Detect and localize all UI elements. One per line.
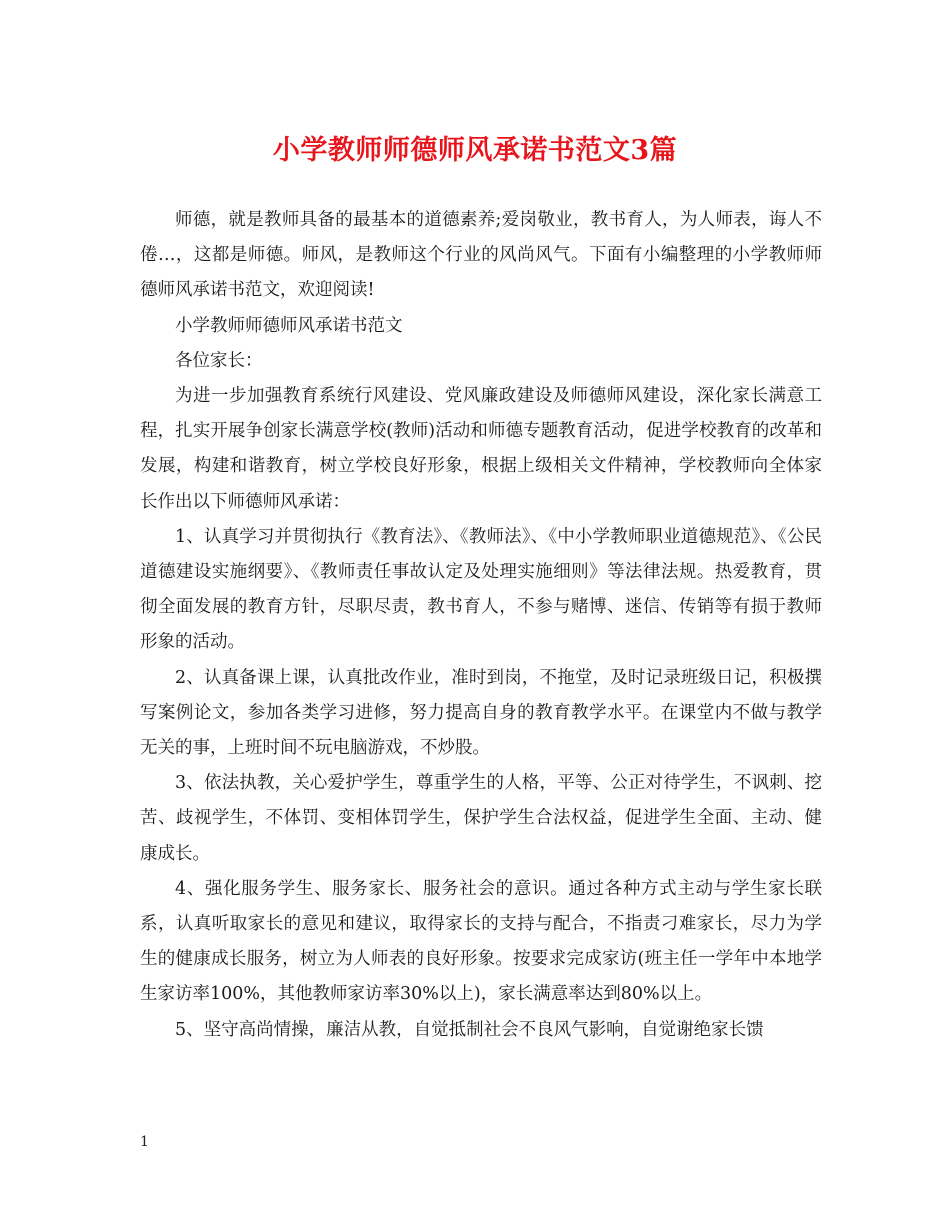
document-body	[140, 203, 822, 1048]
paragraph-item-3: 3、依法执教，关心爱护学生，尊重学生的人格，平等、公正对待学生，不讽刺、挖苦、歧视学生，不体罚、变相体罚学生，保护学生合法权益，促进学生全面、主动、健康成长。	[140, 773, 822, 864]
paragraph-item-1: 1、认真学习并贯彻执行《教育法》、《教师法》、《中小学教师职业道德规范》、《公民道德建设实施纲要》、《教师责任事故认定及处理实施细则》等法律法规。热爱教育，贯彻全面发展的教育方针，尽职尽责，教书育人，不参与赌博、迷信、传销等有损于教师形象的活动。	[140, 526, 822, 653]
document-title: 小学教师师德师风承诺书范文3篇	[272, 135, 678, 166]
paragraph-item-2: 2、认真备课上课，认真批改作业，准时到岗，不拖堂，及时记录班级日记，积极撰写案例论文，参加各类学习进修，努力提高自身的教育教学水平。在课堂内不做与教学无关的事，上班时间不玩电脑游戏，不炒股。	[140, 667, 822, 759]
paragraph-item-4: 4、强化服务学生、服务家长、服务社会的意识。通过各种方式主动与学生家长联系，认真听取家长的意见和建议，取得家长的支持与配合，不指责刁难家长，尽力为学生的健康成长服务，树立为人师表的良好形象。按要求完成家访(班主任一学年中本地学生家访率100%，其他教师家访率30%以上)，家长满意率达到80%以上。	[140, 878, 822, 1005]
paragraph-preamble: 为进一步加强教育系统行风建设、党风廉政建设及师德师风建设，深化家长满意工程，扎实开展争创家长满意学校(教师)活动和师德专题教育活动，促进学校教育的改革和发展，构建和谐教育，树立学校良好形象，根据上级相关文件精神，学校教师向全体家长作出以下师德师风承诺：	[140, 386, 822, 512]
page-number: 1	[140, 1134, 149, 1150]
paragraph-item-5: 5、坚守高尚情操，廉洁从教，自觉抵制社会不良风气影响，自觉谢绝家长馈	[175, 1019, 764, 1040]
paragraph-subtitle: 小学教师师德师风承诺书范文	[175, 315, 403, 336]
paragraph-salutation: 各位家长：	[175, 350, 263, 371]
paragraph-intro: 师德，就是教师具备的最基本的道德素养;爱岗敬业，教书育人，为人师表，诲人不倦…，这都是师德。师风，是教师这个行业的风尚风气。下面有小编整理的小学教师师德师风承诺书范文，欢迎阅读!	[140, 210, 822, 301]
